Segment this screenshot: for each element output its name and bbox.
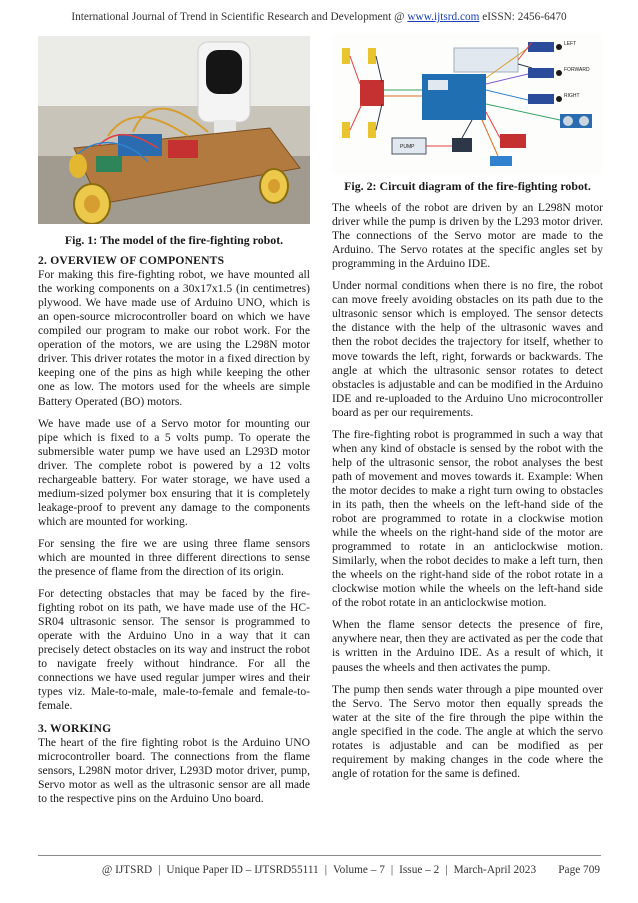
right-paragraph-2: Under normal conditions when there is no fire, the robot can move freely avoiding obstacles on its path due to the ultrasonic sensor which is employed. The sensor detects the distance with the help of the ultrasonic waves and then the robot decides the trajectory for itself, whether to move towards the left, right, forwards or backwards. The angle at which the ultrasonic sensor rotates to detect obstacles is adjustable and can be modified in the Arduino IDE and re-uploaded to the Arduino Uno microcontroller board as per our requirements.	[332, 279, 603, 419]
footer-paper-id: Unique Paper ID – IJTSRD55111	[166, 864, 319, 876]
footer-issue: Issue – 2	[399, 864, 440, 876]
robot-photo	[38, 36, 310, 224]
page-header	[0, 11, 638, 23]
journal-url-link[interactable]: www.ijtsrd.com	[407, 11, 480, 23]
right-paragraph-3: The fire-fighting robot is programmed in such a way that when any kind of obstacle is sensed by the robot with the help of the ultrasonic sensor, the robot analyses the best path of movement and moves towards it. Example: When the motor decides to make a right turn owing to obstacles in its path, then the wheels on the left-hand side of the robot are programmed to rotate in a clockwise motion while the wheels on the right-hand side of the motor are programmed to rotate in an anticlockwise motion. Similarly, when the robot decides to make a left turn, then the wheels on the right-hand side of the robot rotate in a clockwise motion while the wheels on the left-hand side of the robot rotate in an anticlockwise motion.	[332, 427, 603, 610]
journal-issn: eISSN: 2456-6470	[482, 11, 567, 23]
footer-page-number: Page 709	[558, 864, 600, 876]
footer-site: @ IJTSRD	[101, 864, 153, 876]
left-column	[38, 36, 310, 814]
footer-date: March-April 2023	[453, 864, 537, 876]
label-right: RIGHT	[564, 93, 580, 99]
right-column	[332, 34, 603, 789]
label-left: LEFT	[564, 41, 577, 47]
circuit-diagram-image	[332, 34, 603, 174]
section-3-heading: 3. WORKING	[38, 721, 112, 735]
footer-volume: Volume – 7	[332, 864, 385, 876]
journal-name: International Journal of Trend in Scientific Research and Development @	[71, 11, 405, 23]
section-2-heading: 2. OVERVIEW OF COMPONENTS	[38, 254, 225, 268]
left-paragraph-4: For detecting obstacles that may be faced by the fire-fighting robot on its path, we have made use of the HC-SR04 ultrasonic sensor. The sensor is programmed to operate with the Arduino Uno in a way that it can precisely detect obstacles on its way and instruct the robot to navigate freely without hindrance. For all the connections we have used regular jumper wires and their types viz. Male-to-male, male-to-female and female-to-female.	[38, 587, 310, 713]
right-paragraph-1: The wheels of the robot are driven by an L298N motor driver while the pump is driven by the L293 motor driver. The connections of the Servo motor are made to the Arduino. The Servo rotates at the specific angles set by programming in the Arduino IDE.	[332, 201, 603, 271]
left-paragraph-5: The heart of the fire fighting robot is the Arduino UNO microcontroller board. The connections from the flame sensors, L298N motor driver, L293D motor driver, pump, Servo motor as well as the ultrasonic sensor are all made to the respective pins on the Arduino Uno board.	[38, 735, 310, 805]
left-paragraph-1: For making this fire-fighting robot, we have mounted all the working components on a 30x17x1.5 (in centimetres) plywood. We have made use of Arduino UNO, which is an open-source microcontroller board on which we have compiled our program to make our robot work. For the operation of the motors, we are using the L298N motor driver. This driver rotates the motor in a fixed direction by keeping one of the pins as high while keeping the other one as low. The motors used for the wheels are simple Battery Operated (BO) motors.	[38, 268, 310, 408]
fig1-caption: Fig. 1: The model of the fire-fighting robot.	[64, 233, 284, 247]
label-forward: FORWARD	[564, 67, 590, 73]
right-paragraph-5: The pump then sends water through a pipe mounted over the Servo. The Servo motor then equally spreads the water at the site of the fire through the pipe within the angle specified in the code. The angle at which the servo rotates is adjustable and can be modified as per requirement by making changes in the code where the angle of rotation for the same is defined.	[332, 682, 603, 780]
left-paragraph-2: We have made use of a Servo motor for mounting our pipe which is fixed to a 5 volts pump. To operate the submersible water pump we have used an L293D motor driver. The complete robot is powered by a 12 volts rechargeable battery. For water storage, we have used a medium-sized polymer box ensuring that it is completely leakage-proof to prevent any damage to the components which are mounted for working.	[38, 416, 310, 528]
circuit-diagram	[332, 34, 603, 174]
fig2-caption: Fig. 2: Circuit diagram of the fire-fighting robot.	[344, 179, 591, 193]
footer-rule	[38, 855, 601, 856]
left-paragraph-3: For sensing the fire we are using three flame sensors which are mounted in three different directions to sense the presence of flame from the direction of its origin.	[38, 536, 310, 579]
robot-model-image	[38, 36, 310, 224]
page-footer: @ IJTSRD | Unique Paper ID – IJTSRD55111 | Volume – 7 | Issue – 2 | March-April 2023 Page 709	[101, 864, 600, 876]
right-paragraph-4: When the flame sensor detects the presence of fire, anywhere near, then they are activated as per the code that is written in the Arduino IDE. As a result of which, it pauses the wheels and then activates the pump.	[332, 618, 603, 674]
label-pump: PUMP	[400, 144, 415, 150]
